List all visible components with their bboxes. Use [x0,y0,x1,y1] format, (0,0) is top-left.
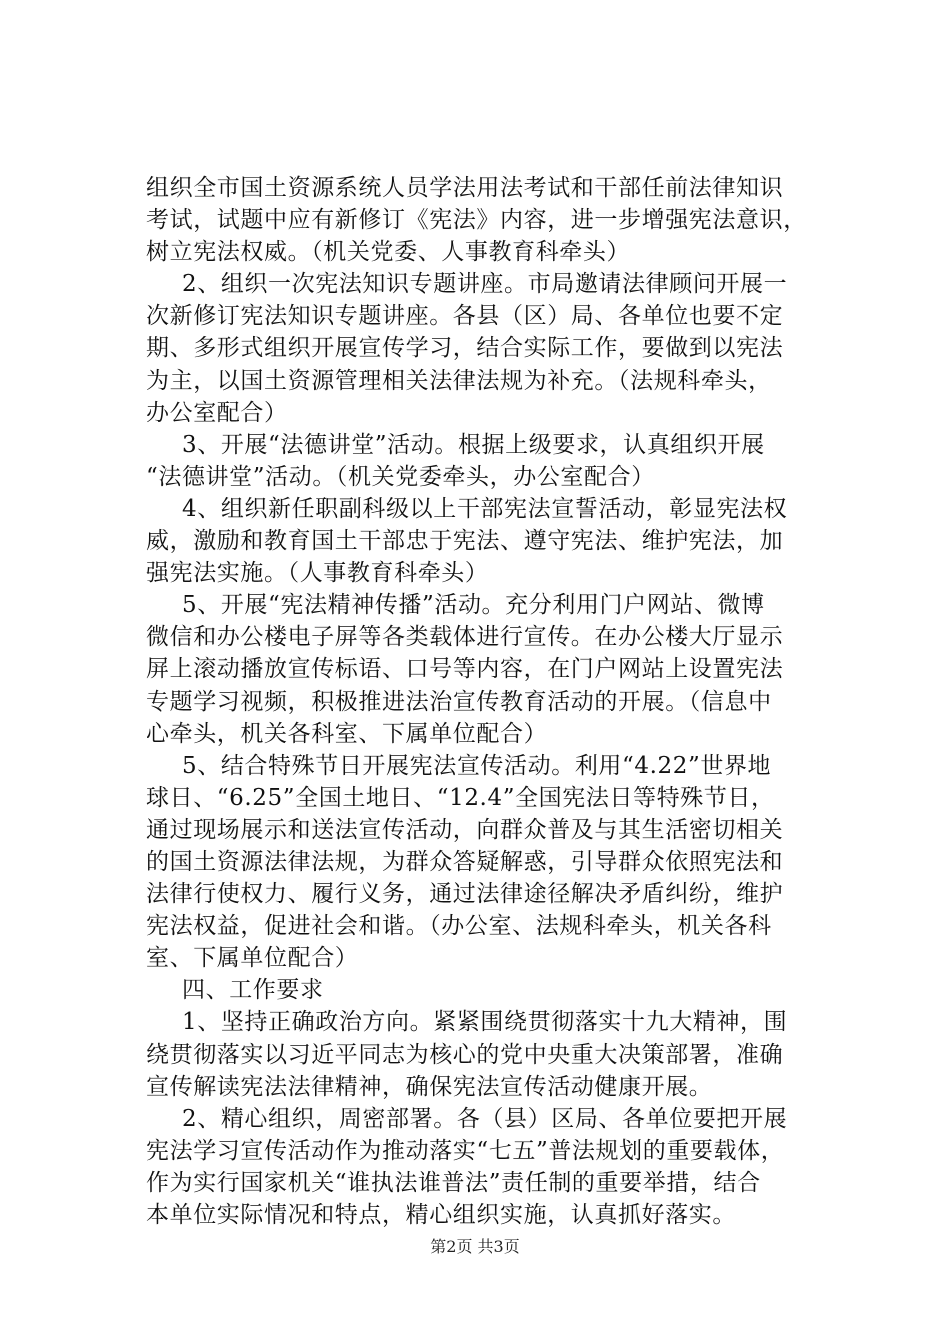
text-line: 考试，试题中应有新修订《宪法》内容，进一步增强宪法意识， [146,207,807,234]
text-line: 5、结合特殊节日开展宪法宣传活动。利用“4.22”世界地 [182,752,772,779]
text-line: 绕贯彻落实以习近平同志为核心的党中央重大决策部署，准确 [146,1041,784,1068]
text-line: 威，激励和教育国土干部忠于宪法、遵守宪法、维护宪法，加 [146,528,784,555]
text-line: 次新修订宪法知识专题讲座。各县（区）局、各单位也要不定 [146,303,784,330]
text-line: 宪法学习宣传活动作为推动落实“七五”普法规划的重要载体， [146,1137,785,1164]
text-line: 办公室配合） [146,399,288,426]
text-line: 作为实行国家机关“谁执法谁普法”责任制的重要举措，结合 [146,1169,761,1196]
text-line: 组织全市国土资源系统人员学法用法考试和干部任前法律知识 [146,175,784,201]
text-line: 强宪法实施。（人事教育科牵头） [146,560,489,587]
text-line: 本单位实际情况和特点，精心组织实施，认真抓好落实。 [146,1202,736,1228]
text-line: 1、坚持正确政治方向。紧紧围绕贯彻落实十九大精神，围 [182,1009,788,1036]
text-line: 为主，以国土资源管理相关法律法规为补充。（法规科牵头， [146,367,772,394]
text-line: 2、组织一次宪法知识专题讲座。市局邀请法律顾问开展一 [182,271,788,298]
text-line: 的国土资源法律法规，为群众答疑解惑，引导群众依照宪法和 [146,848,784,875]
text-line: 球日、“6.25”全国土地日、“12.4”全国宪法日等特殊节日， [146,784,775,811]
text-line: 5、开展“宪法精神传播”活动。充分利用门户网站、微博 [182,592,765,619]
text-line: 宣传解读宪法法律精神，确保宪法宣传活动健康开展。 [146,1073,713,1100]
text-line: 专题学习视频，积极推进法治宣传教育活动的开展。（信息中 [146,688,772,715]
text-line: 心牵头，机关各科室、下属单位配合） [146,720,548,747]
text-line: “法德讲堂”活动。（机关党委牵头，办公室配合） [146,463,655,490]
text-line: 室、下属单位配合） [146,945,359,972]
page-number-footer: 第2页 共3页 [430,1237,520,1256]
text-line: 屏上滚动播放宣传标语、口号等内容，在门户网站上设置宪法 [146,656,784,683]
text-line: 3、开展“法德讲堂”活动。根据上级要求，认真组织开展 [182,431,765,458]
text-line: 树立宪法权威。（机关党委、人事教育科牵头） [146,239,631,266]
document-body [146,172,836,1231]
text-line: 法律行使权力、履行义务，通过法律途径解决矛盾纠纷，维护 [146,881,784,908]
text-line: 4、组织新任职副科级以上干部宪法宣誓活动，彰显宪法权 [182,495,788,522]
text-line: 期、多形式组织开展宣传学习，结合实际工作，要做到以宪法 [146,335,784,362]
text-line: 宪法权益，促进社会和谐。（办公室、法规科牵头，机关各科 [146,913,772,940]
text-line: 2、精心组织，周密部署。各（县）区局、各单位要把开展 [182,1105,788,1132]
text-line: 通过现场展示和送法宣传活动，向群众普及与其生活密切相关 [146,816,784,843]
text-line: 微信和办公楼电子屏等各类载体进行宣传。在办公楼大厅显示 [146,624,784,651]
section-heading: 四、工作要求 [182,977,324,1004]
